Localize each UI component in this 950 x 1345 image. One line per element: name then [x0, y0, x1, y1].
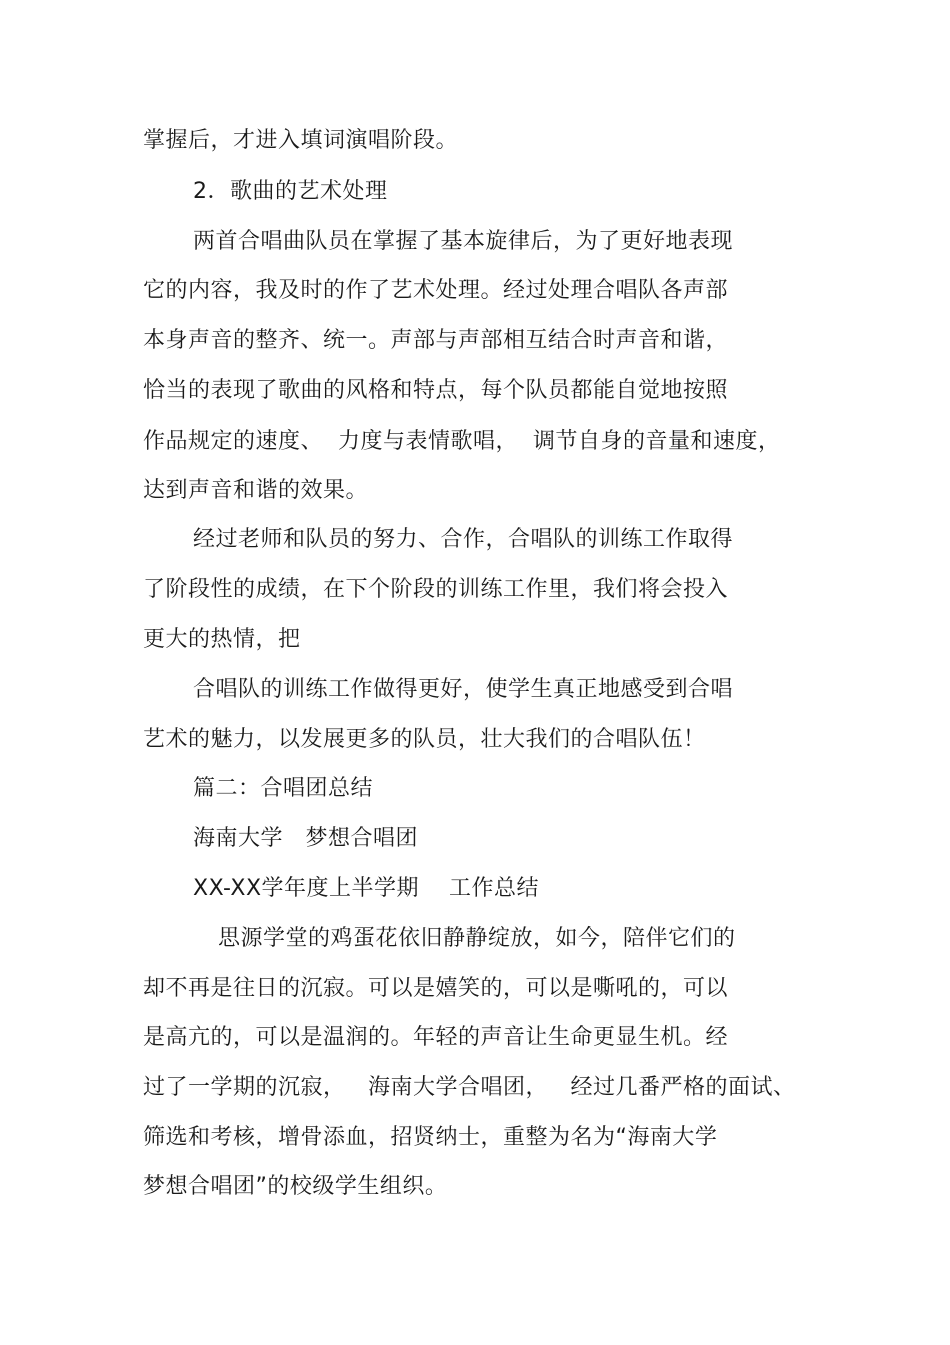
paragraph-line: 思源学堂的鸡蛋花依旧静静绽放，如今，陪伴它们的: [218, 926, 736, 951]
paragraph-line: 本身声音的整齐、统一。声部与声部相互结合时声音和谐，: [143, 328, 729, 353]
paragraph-line: 却不再是往日的沉寂。可以是嬉笑的，可以是嘶吼的，可以: [143, 976, 729, 1001]
section-heading: 篇二：合唱团总结: [193, 776, 374, 801]
paragraph-line: 是高亢的，可以是温润的。年轻的声音让生命更显生机。经: [143, 1025, 729, 1050]
paragraph-line: 更大的热情，把: [143, 627, 301, 652]
paragraph-line: 梦想合唱团”的校级学生组织。: [143, 1174, 448, 1199]
paragraph-line: 作品规定的速度、 力度与表情歌唱， 调节自身的音量和速度，: [143, 429, 781, 454]
paragraph-line: 两首合唱曲队员在掌握了基本旋律后，为了更好地表现: [193, 229, 734, 254]
subheading: XX-XX学年度上半学期 工作总结: [193, 876, 540, 901]
paragraph-line: 掌握后，才进入填词演唱阶段。: [143, 128, 459, 153]
paragraph-line: 艺术的魅力，以发展更多的队员，壮大我们的合唱队伍！: [143, 727, 706, 752]
paragraph-line: 合唱队的训练工作做得更好，使学生真正地感受到合唱: [193, 677, 734, 702]
paragraph-line: 恰当的表现了歌曲的风格和特点，每个队员都能自觉地按照: [143, 378, 729, 403]
paragraph-line: 了阶段性的成绩，在下个阶段的训练工作里，我们将会投入: [143, 577, 729, 602]
subheading: 海南大学 梦想合唱团: [193, 826, 418, 851]
paragraph-line: 达到声音和谐的效果。: [143, 478, 369, 503]
paragraph-line: 筛选和考核，增骨添血，招贤纳士，重整为名为“海南大学: [143, 1125, 718, 1150]
paragraph-line: 过了一学期的沉寂， 海南大学合唱团， 经过几番严格的面试、: [143, 1075, 796, 1100]
section-heading: 2．歌曲的艺术处理: [193, 179, 388, 204]
paragraph-line: 它的内容，我及时的作了艺术处理。经过处理合唱队各声部: [143, 278, 729, 303]
paragraph-line: 经过老师和队员的努力、合作，合唱队的训练工作取得: [193, 527, 734, 552]
